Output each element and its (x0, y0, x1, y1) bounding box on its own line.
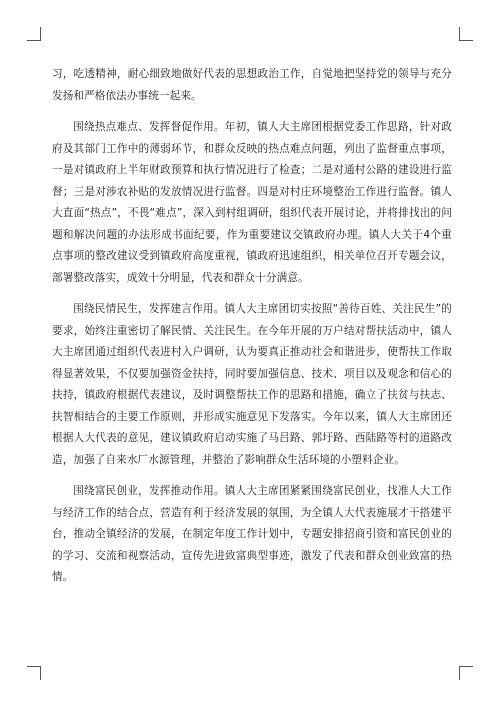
crop-mark-top-right-h (459, 40, 473, 41)
crop-mark-bottom-right-h (459, 666, 473, 667)
paragraph-livelihood: 围绕民情民生，发挥建言作用。镇人大主席团切实按照“善待百姓、关注民生”的要求，始终注重密切了解民情、关注民生。在今年开展的万户结对帮扶活动中，镇人大主席团通过组织代表进村入户调研，认为要真正推动社会和谐进步，使帮扶工作取得显著效果，不仅要加强资金扶持，同时要加强信息、技术、项目以及观念和信心的扶持，镇政府根据代表建议，及时调整帮扶工作的思路和措施，确立了扶贫与扶志、扶智相结合的主要工作原则，并形成实施意见下发落实。今年以来，镇人大主席团还根据人大代表的意见，建议镇政府启动实施了马吕路、郭圩路、西陆路等村的道路改造，加强了自来水厂水源管理，并整治了影响群众生活环境的小塑料企业。 (52, 303, 452, 466)
paragraph-continuation: 习，吃透精神，耐心细致地做好代表的思想政治工作，自觉地把坚持党的领导与充分发扬和严格依法办事统一起来。 (52, 68, 452, 102)
paragraph-supervision: 围绕热点难点、发挥督促作用。年初，镇人大主席团根据党委工作思路，针对政府及其部门工作中的薄弱环节，和群众反映的热点难点问题，列出了监督重点事项，一是对镇政府上半年财政预算和执行情况进行了检查；二是对通村公路的建设进行监督；三是对涉农补贴的发放情况进行监督。四是对村庄环境整治工作进行监督。镇人大直面“热点”，不畏“难点”，深入到村组调研，组织代表开展讨论，并将排找出的问题和解决问题的办法形成书面纪要，作为重要建议交镇政府办理。镇人大关于4个重点事项的整改建议受到镇政府高度重视，镇政府迅速组织，相关单位召开专题会议，部署整改落实，成效十分明显，代表和群众十分满意。 (52, 121, 452, 284)
document-body (52, 64, 452, 599)
crop-mark-top-right-v (459, 27, 460, 41)
crop-mark-bottom-left-h (27, 666, 41, 667)
paragraph-entrepreneurship: 围绕富民创业，发挥推动作用。镇人大主席团紧紧围绕富民创业，找准人大工作与经济工作的结合点，营造有利于经济发展的氛围，为全镇人大代表施展才干搭建平台，推动全镇经济的发展，在制定年度工作计划中，专题安排招商引资和富民创业的的学习、交流和视察活动，宣传先进致富典型事迹，激发了代表和群众创业致富的热情。 (52, 485, 452, 583)
crop-mark-bottom-right-v (459, 666, 460, 680)
crop-mark-top-left-v (40, 27, 41, 41)
crop-mark-top-left-h (27, 40, 41, 41)
crop-mark-bottom-left-v (40, 666, 41, 680)
